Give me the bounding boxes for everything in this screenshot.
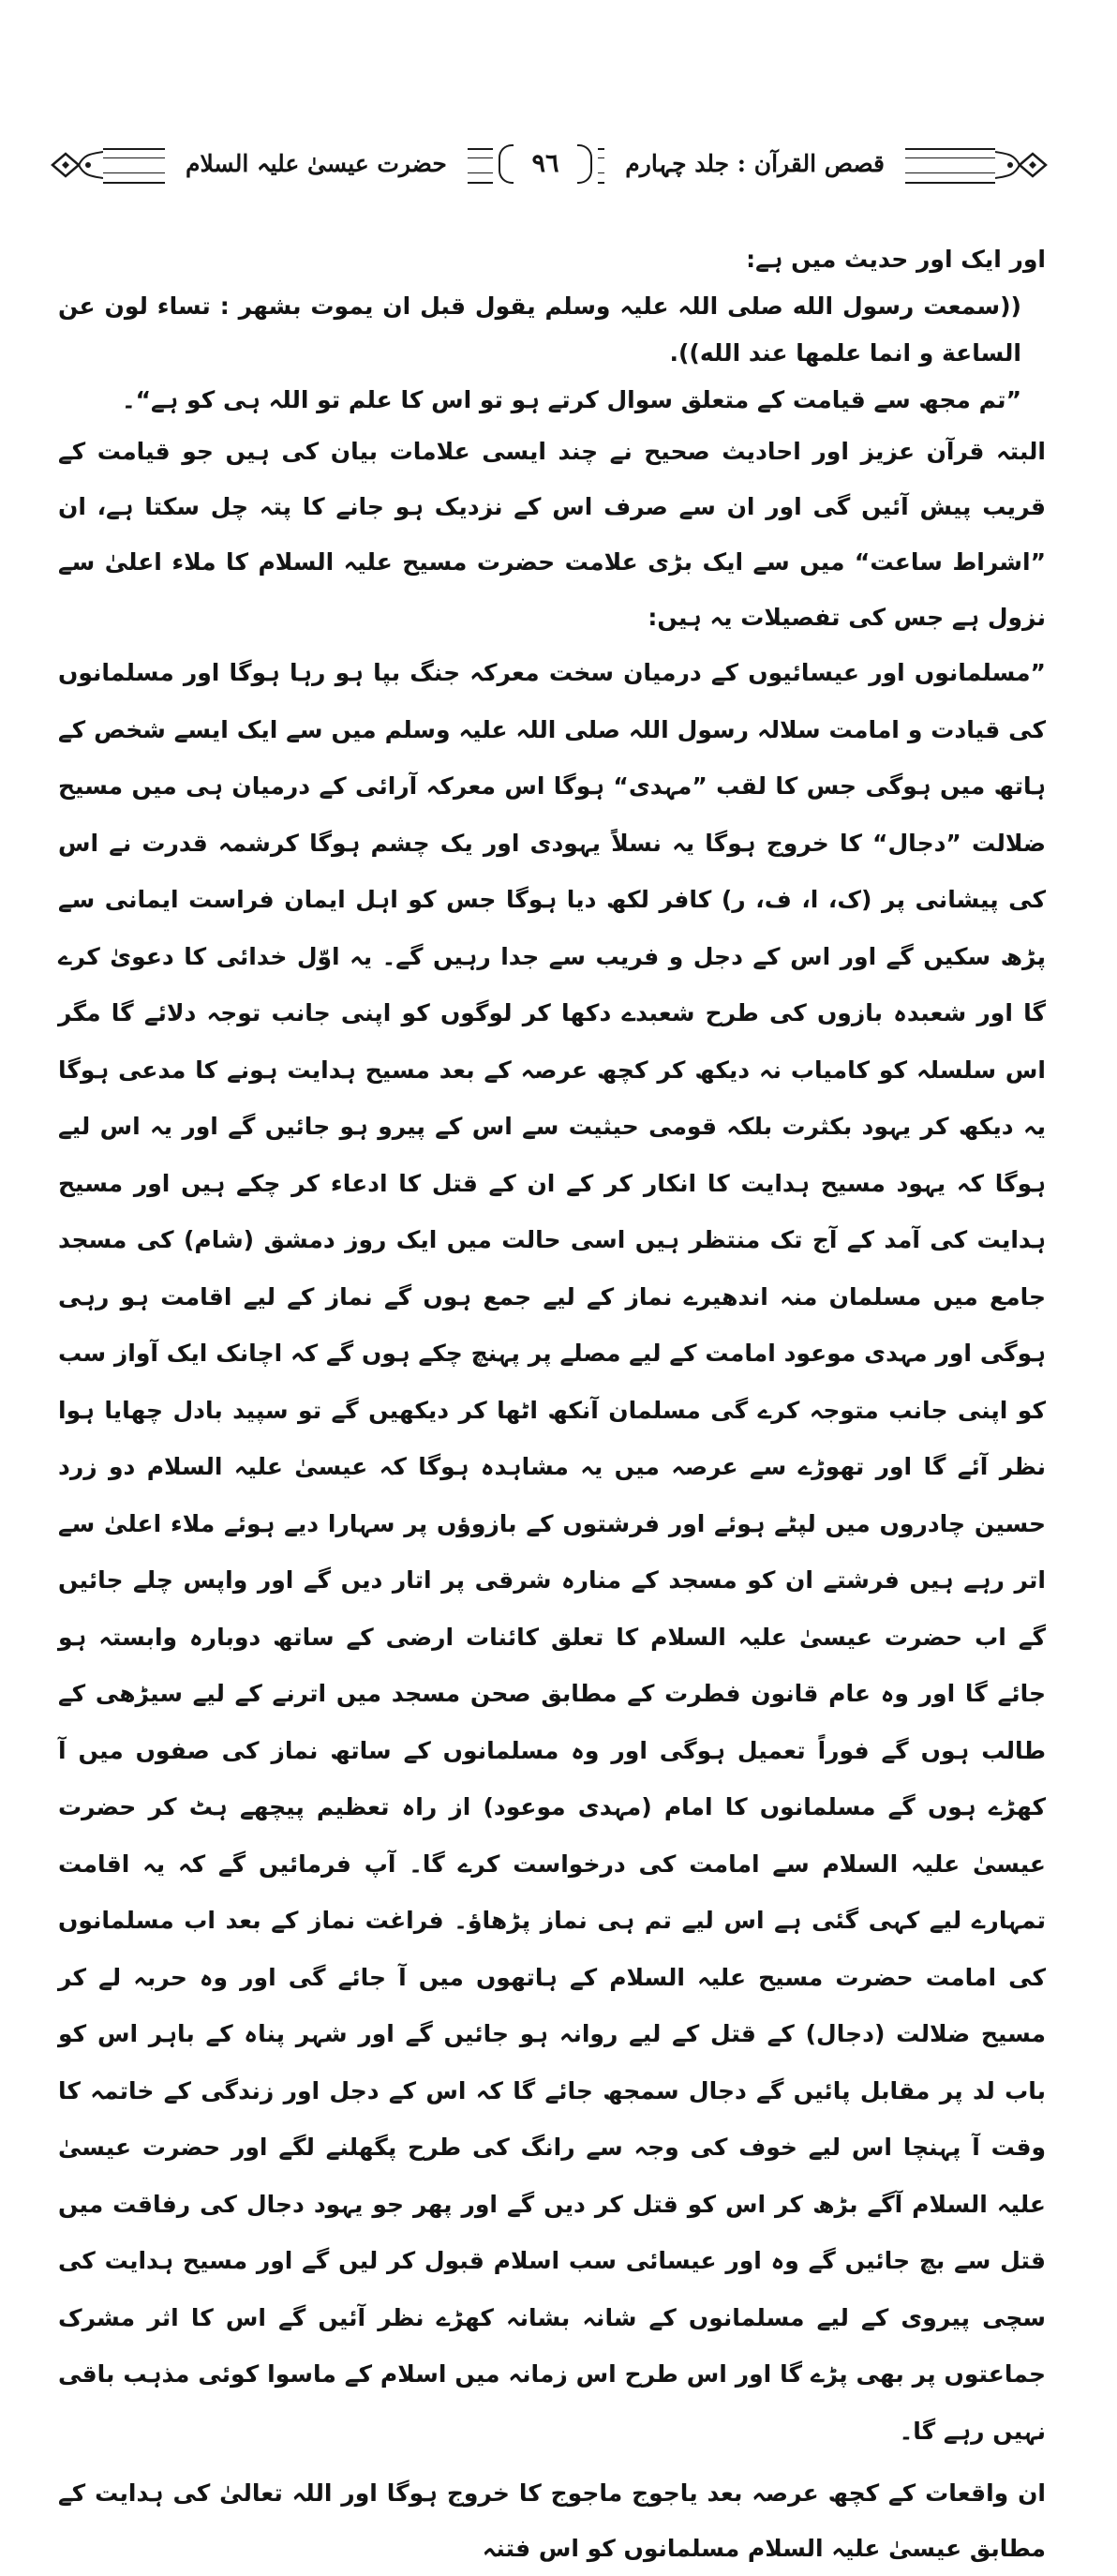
chapter-title: حضرت عیسیٰ علیہ السلام [165, 142, 468, 186]
arabic-hadith: ((سمعت رسول الله صلی اللہ علیہ وسلم یقول قبل ان یموت بشھر : تساء لون عن الساعة و انما علمھا عند الله)). [58, 292, 1021, 367]
intro-line: اور ایک اور حدیث میں ہے: [746, 246, 1046, 273]
page-number-bracket-left [499, 144, 514, 184]
paragraph-descent-narrative: ”مسلمانوں اور عیسائیوں کے درمیان سخت معرکہ جنگ بپا ہو رہا ہوگا اور مسلمانوں کی قیادت و امامت سلالہ رسول اللہ صلی اللہ علیہ وسلم میں سے ایک ایسے شخص کے ہاتھ میں ہوگی جس کا لقب ”مہدی“ ہوگا اس معرکہ آرائی کے درمیان ہی میں مسیح ضلالت ”دجال“ کا خروج ہوگا یہ نسلاً یہودی اور یک چشم ہوگا کرشمہ قدرت نے اس کی پیشانی پر (ک، ا، ف، ر) کافر لکھ دیا ہوگا جس کو اہل ایمان فراست ایمانی سے پڑھ سکیں گے اور اس کے دجل و فریب سے جدا رہیں گے۔ یہ اوّل خدائی کا دعویٰ کرے گا اور شعبدہ بازوں کی طرح شعبدے دکھا کر لوگوں کو اپنی جانب توجہ دلائے گا مگر اس سلسلہ کو کامیاب نہ دیکھ کر کچھ عرصہ کے بعد مسیح ہدایت ہونے کا مدعی ہوگا یہ دیکھ کر یہود بکثرت بلکہ قومی حیثیت سے اس کے پیرو ہو جائیں گے اور یہ اس لیے ہوگا کہ یہود مسیح ہدایت کا انکار کر کے ان کے قتل کا ادعاء کر چکے ہیں اور مسیح ہدایت کی آمد کے آج تک منتظر ہیں اسی حالت میں ایک روز دمشق (شام) کی مسجد جامع میں مسلمان منہ اندھیرے نماز کے لیے جمع ہوں گے نماز کے لیے اقامت ہو رہی ہوگی اور مہدی موعود امامت کے لیے مصلے پر پہنچ چکے ہوں گے کہ اچانک ایک آواز سب کو اپنی جانب متوجہ کرے گی مسلمان آنکھ اٹھا کر دیکھیں گے تو سپید بادل چھایا ہوا نظر آئے گا اور تھوڑے سے عرصہ میں یہ مشاہدہ ہوگا کہ عیسیٰ علیہ السلام دو زرد حسین چادروں میں لپٹے ہوئے اور فرشتوں کے بازوؤں پر سہارا دیے ہوئے ملاء اعلیٰ سے اتر رہے ہیں فرشتے ان کو مسجد کے منارہ شرقی پر اتار دیں گے اور واپس چلے جائیں گے اب حضرت عیسیٰ علیہ السلام کا تعلق کائنات ارضی کے ساتھ دوبارہ وابستہ ہو جائے گا اور وہ عام قانون فطرت کے مطابق صحن مسجد میں اترنے کے لیے سیڑھی کے طالب ہوں گے فوراً تعمیل ہوگی اور وہ مسلمانوں کے ساتھ نماز کی صفوں میں آ کھڑے ہوں گے مسلمانوں کا امام (مہدی موعود) از راہ تعظیم پیچھے ہٹ کر حضرت عیسیٰ علیہ السلام سے امامت کی درخواست کرے گا۔ آپ فرمائیں گے کہ یہ اقامت تمہارے لیے کہی گئی ہے اس لیے تم ہی نماز پڑھاؤ۔ فراغت نماز کے بعد اب مسلمانوں کی امامت حضرت مسیح علیہ السلام کے ہاتھوں میں آ جائے گی اور وہ حربہ لے کر مسیح ضلالت (دجال) کے قتل کے لیے روانہ ہو جائیں گے اور شہر پناہ کے باہر اس کو باب لد پر مقابل پائیں گے دجال سمجھ جائے گا کہ اس کے دجل اور زندگی کے خاتمہ کا وقت آ پہنچا اس لیے خوف کی وجہ سے رانگ کی طرح پگھلنے لگے اور حضرت عیسیٰ علیہ السلام آگے بڑھ کر اس کو قتل کر دیں گے اور پھر جو یہود دجال کی رفاقت میں قتل سے بچ جائیں گے وہ اور عیسائی سب اسلام قبول کر لیں گے اور مسیح ہدایت کی سچی پیروی کے لیے مسلمانوں کے شانہ بشانہ کھڑے نظر آئیں گے اس کا اثر مشرک جماعتوں پر بھی پڑے گا اور اس طرح اس زمانہ میں اسلام کے ماسوا کوئی مذہب باقی نہیں رہے گا۔ [58, 659, 1046, 2445]
paragraph-gog-magog: ان واقعات کے کچھ عرصہ بعد یاجوج ماجوج کا خروج ہوگا اور اللہ تعالیٰ کی ہدایت کے مطابق عیسیٰ علیہ السلام مسلمانوں کو اس فتنہ [58, 2479, 1046, 2562]
hadith-translation: ”تم مجھ سے قیامت کے متعلق سوال کرتے ہو تو اس کا علم تو اللہ ہی کو ہے“۔ [121, 386, 1021, 413]
page-body [58, 236, 1046, 2562]
running-header [52, 141, 1046, 189]
header-ornament-right [995, 144, 1051, 186]
page-number-bracket-right [577, 144, 592, 184]
book-title: قصص القرآن : جلد چہارم [604, 142, 905, 186]
page-number-badge [493, 141, 598, 187]
paragraph-signs: البتہ قرآن عزیز اور احادیث صحیح نے چند ایسی علامات بیان کی ہیں جو قیامت کے قریب پیش آئیں گی اور ان سے صرف اس کے نزدیک ہو جانے کا پتہ چل سکتا ہے، ان ”اشراط ساعت“ میں سے ایک بڑی علامت حضرت مسیح علیہ السلام کا ملاء اعلیٰ سے نزول ہے جس کی تفصیلات یہ ہیں: [58, 438, 1046, 631]
page-number: ٩٦ [531, 149, 559, 178]
header-ornament-left [47, 144, 103, 186]
